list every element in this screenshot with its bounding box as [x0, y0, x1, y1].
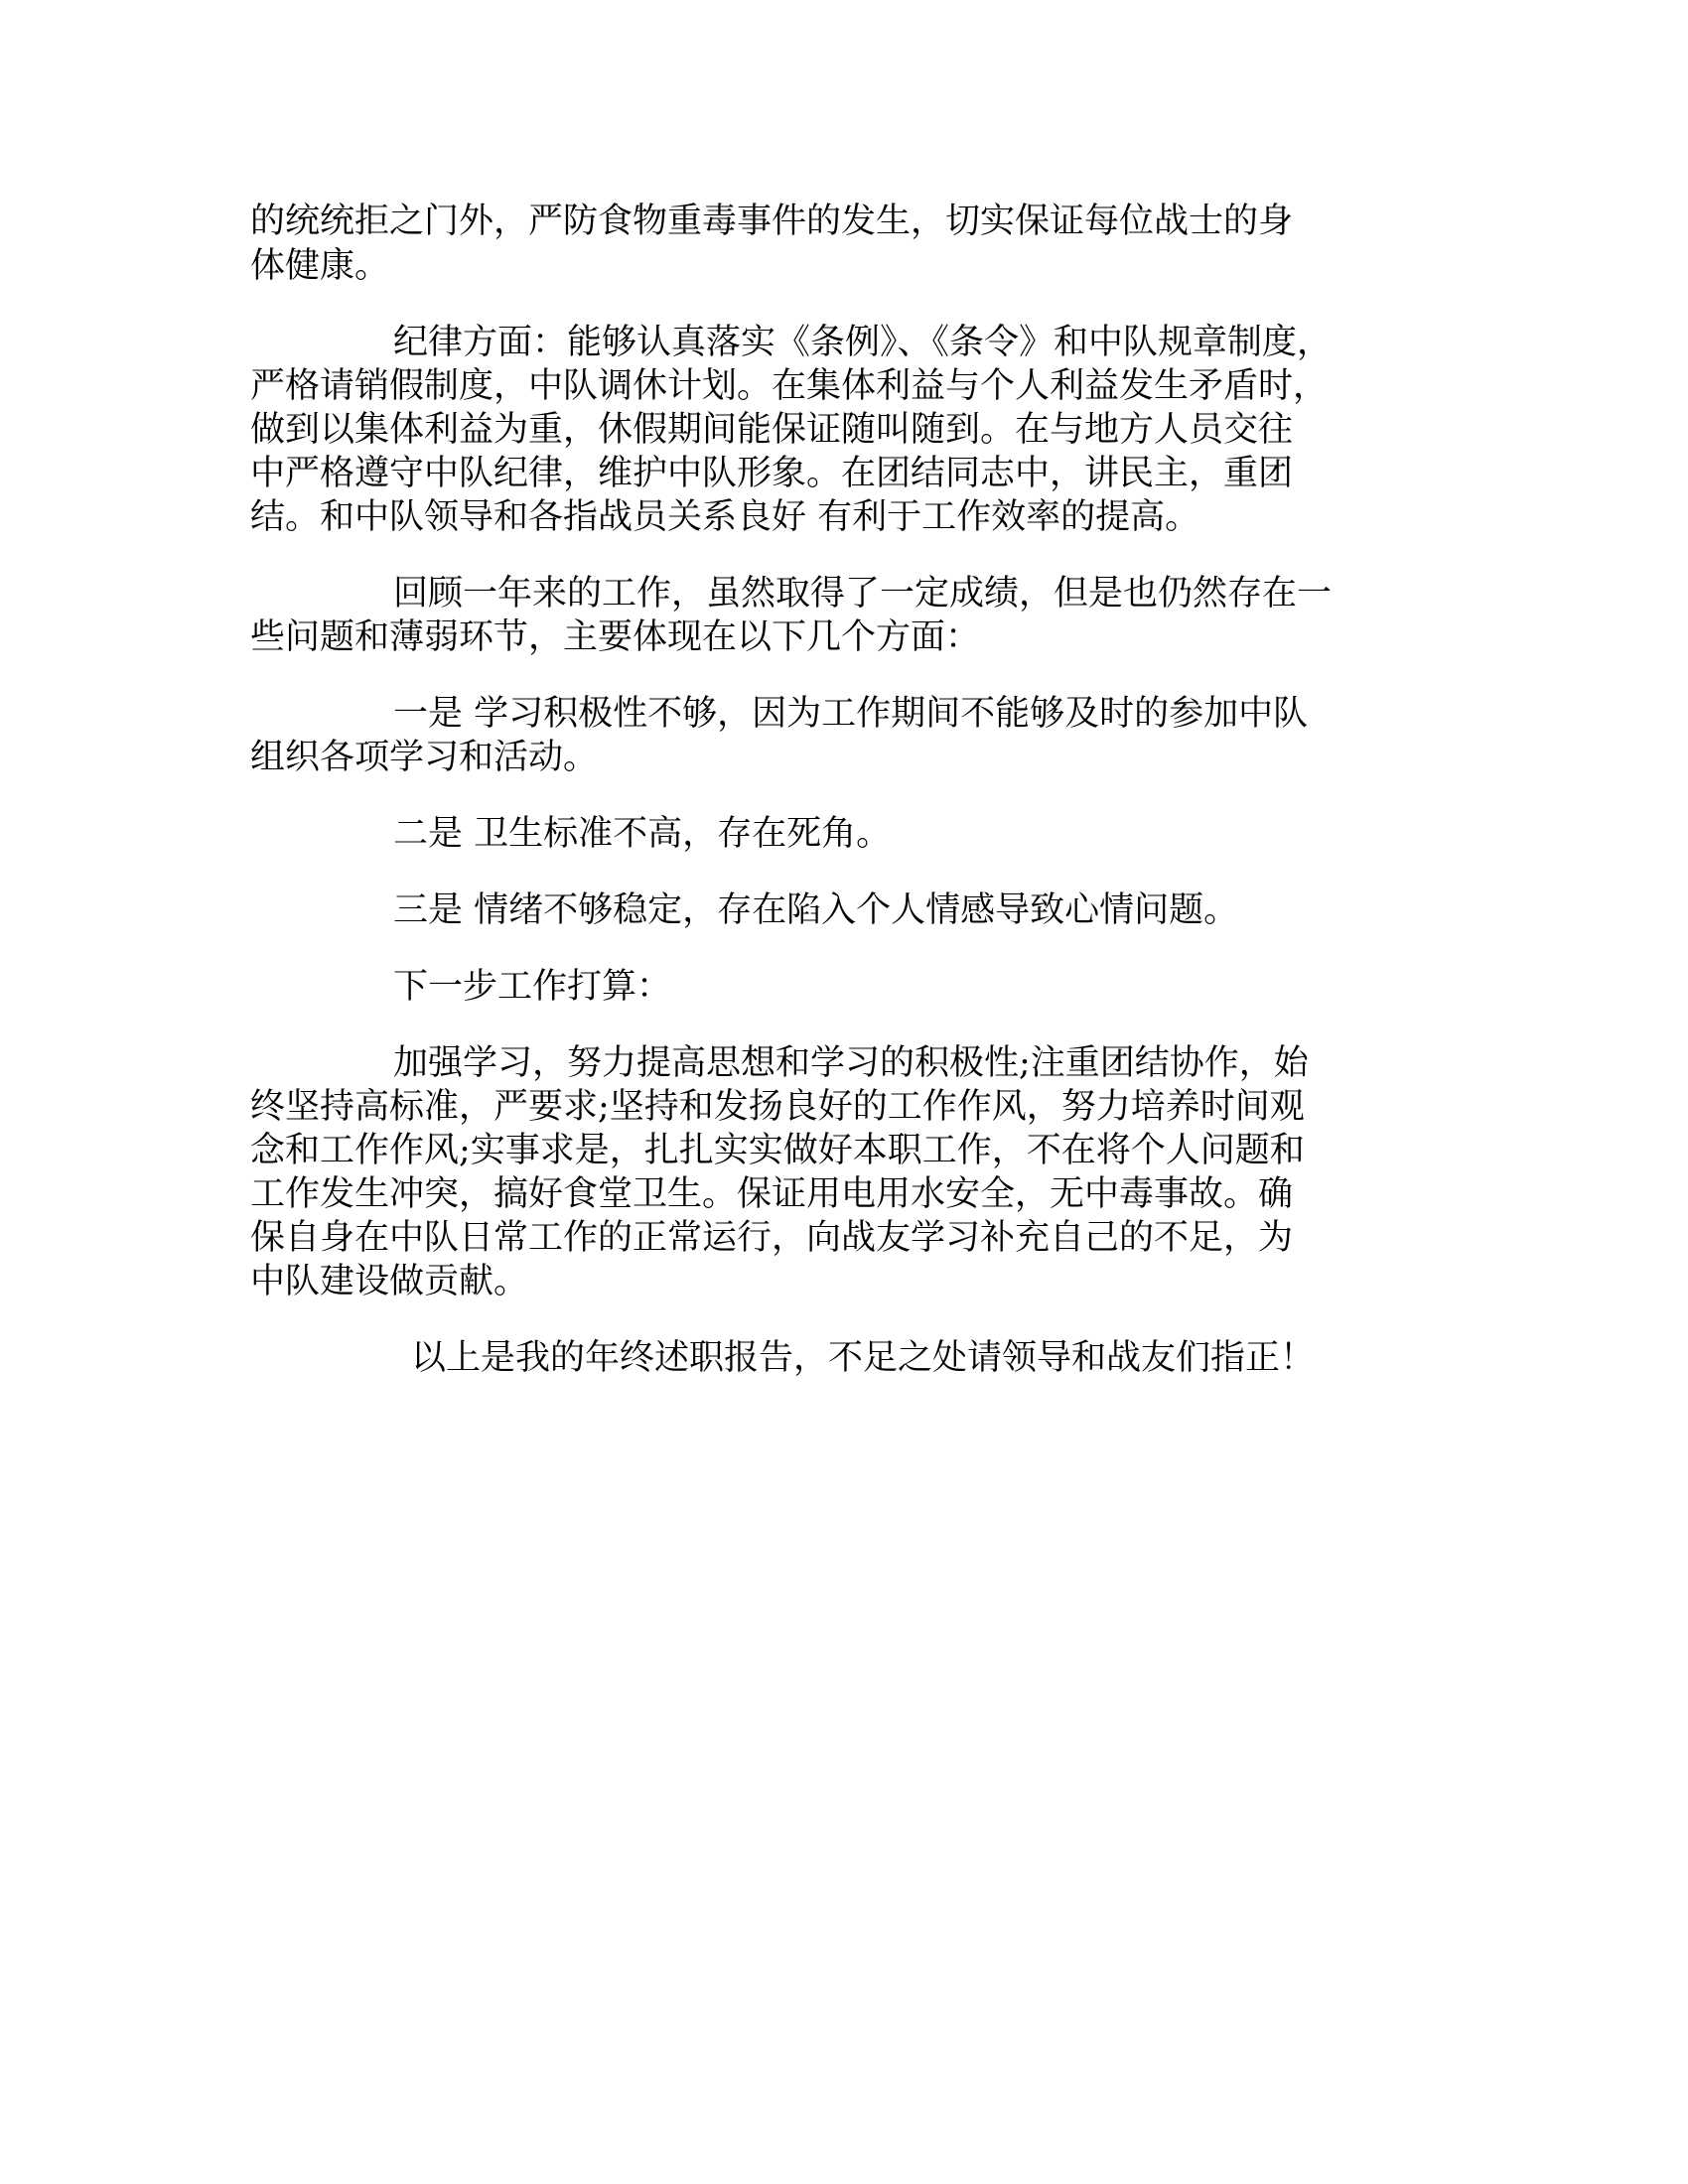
paragraph-line: 做到以集体利益为重，休假期间能保证随叫随到。在与地方人员交往: [250, 410, 1294, 450]
paragraph-line: 中队建设做贡献。: [250, 1262, 529, 1301]
paragraph-line: 三是 情绪不够稳定，存在陷入个人情感导致心情问题。: [393, 890, 1239, 930]
paragraph-line: 体健康。: [250, 246, 390, 286]
paragraph-line: 二是 卫生标准不高，存在死角。: [393, 814, 892, 854]
paragraph-line: 加强学习，努力提高思想和学习的积极性;注重团结协作，始: [393, 1043, 1309, 1083]
paragraph-line: 工作发生冲突，搞好食堂卫生。保证用电用水安全，无中毒事故。确: [250, 1174, 1294, 1214]
paragraph-line: 保自身在中队日常工作的正常运行，向战友学习补充自己的不足，为: [250, 1218, 1294, 1258]
paragraph-line: 严格请销假制度，中队调休计划。在集体利益与个人利益发生矛盾时，: [250, 366, 1329, 406]
paragraph-line: 的统统拒之门外，严防食物重毒事件的发生，切实保证每位战士的身: [250, 202, 1294, 241]
paragraph-line: 终坚持高标准，严要求;坚持和发扬良好的工作作风，努力培养时间观: [250, 1087, 1305, 1127]
paragraph-line: 回顾一年来的工作，虽然取得了一定成绩，但是也仍然存在一: [393, 574, 1333, 614]
paragraph-line: 下一步工作打算：: [393, 967, 672, 1007]
closing-line: 以上是我的年终述职报告，不足之处请领导和战友们指正！: [411, 1338, 1316, 1378]
paragraph-line: 组织各项学习和活动。: [250, 738, 599, 777]
paragraph-line: 念和工作作风;实事求是，扎扎实实做好本职工作，不在将个人问题和: [250, 1131, 1305, 1170]
paragraph-line: 些问题和薄弱环节，主要体现在以下几个方面：: [250, 617, 981, 657]
paragraph-line: 一是 学习积极性不够，因为工作期间不能够及时的参加中队: [393, 694, 1309, 734]
paragraph-line: 中严格遵守中队纪律，维护中队形象。在团结同志中，讲民主，重团: [250, 454, 1294, 493]
paragraph-line: 纪律方面：能够认真落实《条例》、《条令》和中队规章制度，: [393, 323, 1333, 362]
paragraph-line: 结。和中队领导和各指战员关系良好 有利于工作效率的提高。: [250, 497, 1200, 537]
